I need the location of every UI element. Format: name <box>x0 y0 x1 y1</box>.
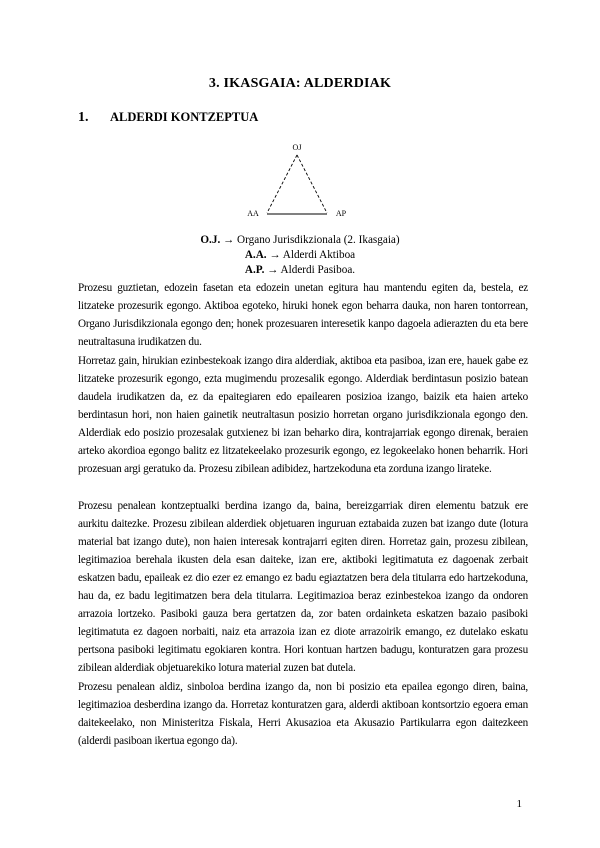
diagram-legend <box>0 233 600 278</box>
section-heading <box>78 110 258 126</box>
diagram-label-aa: AA <box>247 209 259 218</box>
triangle-left-edge <box>267 155 297 213</box>
legend-abbr: A.P. <box>244 264 265 276</box>
legend-item <box>0 248 600 263</box>
diagram-label-ap: AP <box>335 209 347 218</box>
legend-abbr: O.J. <box>200 234 221 246</box>
legend-text: → Organo Jurisdikzionala (2. Ikasgaia) <box>223 234 400 246</box>
legend-item <box>0 233 600 248</box>
section-number: 1. <box>78 110 89 125</box>
legend-abbr: A.A. <box>244 249 267 261</box>
paragraph: Horretaz gain, hirukian ezinbestekoak izango dira alderdiak, aktiboa eta pasiboa, izan ere, hauek gabe ez litzateke prozesurik egongo, ezta mugimendu prozesalik egongo. Alderdiak berdintasun posizio batean daudela irudikatzen da, ez da epaitegiaren edo epailearen posizioa izango, baizik eta haien arteko berdintasun hori, non haien gainetik neutraltasun posizio horretan organo jurisdikzionala egongo den. Alderdiak edo posizio prozesalak gutxienez bi izan beharko dira, kontrajarriak egongo direnak, beraien arteko akordioa egongo balitz ez litzatekeelako prozesurik egongo, ez legokeelako honen beharrik. Hori prozesuan argi geratuko da. Prozesu zibilean adibidez, hartzekoduna eta zorduna izango lirateke. <box>78 355 528 475</box>
page-title: 3. IKASGAIA: ALDERDIAK <box>208 76 392 91</box>
section-title: ALDERDI KONTZEPTUA <box>110 110 259 124</box>
diagram-label-oj: OJ <box>292 143 302 152</box>
legend-text: → Alderdi Pasiboa. <box>267 264 356 276</box>
page-number: 1 <box>516 798 522 810</box>
triangle-diagram <box>230 140 360 230</box>
legend-text: → Alderdi Aktiboa <box>269 249 356 261</box>
paragraph: Prozesu penalean kontzeptualki berdina izango da, baina, bereizgarriak diren elementu batzuk ere aurkitu daitezke. Prozesu zibilean alderdiek objetuaren inguruan eztabaida zuzen bat izango dute (lotura material bat izango dute), non haien interesak kontrajarri egiten diren. Horretaz gain, prozesu zibilean, legitimazioa berehala ikusten dela esan daiteke, izan ere, aktiboki legitimatuta ez dagoenak zerbait eskatzen badu, epaileak ez dio ezer ez emango ez badu egiaztatzen bera dela titularra edo hartzekoduna, hau da, ez badu legitimatzen bera dela titularra. Legitimazioa beraz ezinbestekoa izango da ondoren arrazoia lortzeko. Pasiboki gauza bera gertatzen da, zor baten ordainketa eskatzen bazaio pasiboki legitimatuta ez dagoen norbaiti, naiz eta arrazoia izan ez diote arrazoirik emango, ez dutelako eskatu pertsona pasiboki legitimatu egokiaren kontra. Hori kontuan hartzen badugu, konturatzen gara prozesu zibilean alderdiak objetuarekiko lotura material zuzen bat dutela. <box>78 500 528 674</box>
paragraph: Prozesu guztietan, edozein fasetan eta edozein unetan egitura hau mantendu egiten da, bestela, ez litzateke prozesurik egongo. Aktiboa egoteko, hiruki honek egon beharra dauka, non haren tontorrean, Organo Jurisdikzionala egongo den; honek prozesuaren interesetik kanpo dagoela adierazten du eta bere neutraltasuna irudikatzen du. <box>78 282 528 348</box>
paragraph: Prozesu penalean aldiz, sinboloa berdina izango da, non bi posizio eta epailea egongo diren, baina, legitimazioa desberdina izango da. Horretaz konturatzen gara, alderdi aktiboan kontsortzio egoera eman daitekeelako, non Ministeritza Fiskala, Herri Akusazioa eta Akusazio Partikularra egon daitezkeen (alderdi pasiboan ikertua egongo da). <box>78 681 528 747</box>
triangle-right-edge <box>297 155 327 213</box>
triangle-svg <box>230 140 360 230</box>
legend-item <box>0 263 600 278</box>
